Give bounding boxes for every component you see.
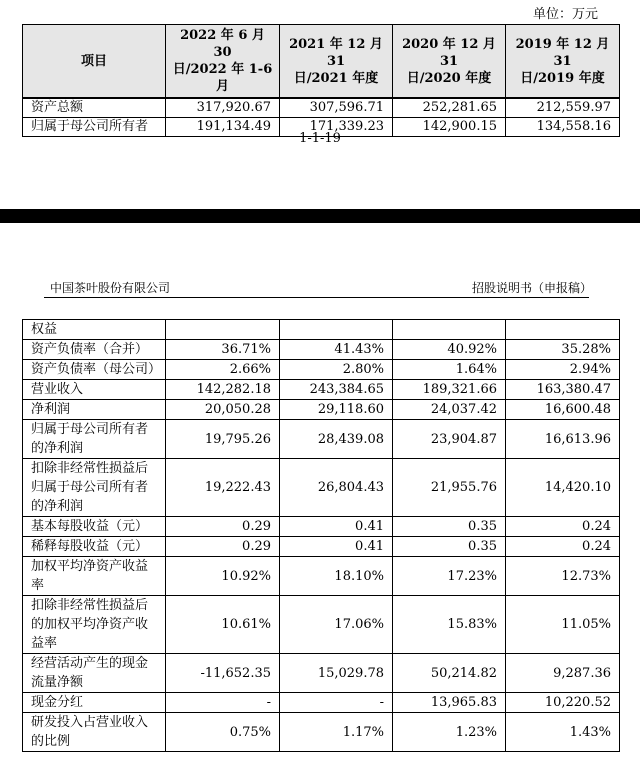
cell-value: 243,384.65 — [280, 380, 393, 400]
cell-value: 13,965.83 — [393, 693, 506, 713]
cell-value: 19,222.43 — [166, 459, 280, 517]
table-row — [23, 459, 620, 517]
cell-value — [166, 320, 280, 340]
row-label — [23, 380, 166, 400]
cell-value: 212,559.97 — [506, 98, 620, 118]
cell-value: 0.75% — [166, 713, 280, 752]
row-label-line: 的净利润 — [31, 441, 84, 456]
header-item: 项目 — [23, 25, 166, 99]
row-label — [23, 654, 166, 693]
cell-value: 191,134.49 — [166, 118, 280, 137]
row-label-line: 扣除非经常性损益后 — [31, 461, 149, 476]
table-row — [23, 713, 620, 752]
row-label-line: 基本每股收益（元） — [31, 519, 149, 534]
cell-value: 2.66% — [166, 360, 280, 380]
table-row — [23, 360, 620, 380]
row-label: 资产总额 — [23, 98, 166, 118]
table-row — [23, 537, 620, 557]
row-label — [23, 596, 166, 654]
cell-value: 163,380.47 — [506, 380, 620, 400]
row-label-line: 净利润 — [31, 402, 71, 417]
row-label-line: 的净利润 — [31, 499, 84, 514]
row-label-line: 经营活动产生的现金 — [31, 656, 149, 671]
cell-value: 1.64% — [393, 360, 506, 380]
row-label — [23, 360, 166, 380]
cell-value: 29,118.60 — [280, 400, 393, 420]
cell-value: 12.73% — [506, 557, 620, 596]
row-label — [23, 400, 166, 420]
row-label — [23, 537, 166, 557]
cell-value: 0.29 — [166, 517, 280, 537]
cell-value: 0.41 — [280, 517, 393, 537]
cell-value: 2.94% — [506, 360, 620, 380]
row-label-line: 归属于母公司所有者 — [31, 422, 149, 437]
cell-value: 2.80% — [280, 360, 393, 380]
row-label-line: 流量净额 — [31, 675, 84, 690]
cell-value: - — [280, 693, 393, 713]
row-label-line: 稀释每股收益（元） — [31, 539, 149, 554]
cell-value: 1.43% — [506, 713, 620, 752]
row-label-line: 营业收入 — [31, 382, 84, 397]
cell-value: 9,287.36 — [506, 654, 620, 693]
cell-value: 142,282.18 — [166, 380, 280, 400]
cell-value: 1.17% — [280, 713, 393, 752]
cell-value: 171,339.23 — [280, 118, 393, 137]
table-row — [23, 320, 620, 340]
company-name: 中国茶叶股份有限公司 — [50, 281, 171, 295]
row-label — [23, 340, 166, 360]
cell-value: 0.35 — [393, 517, 506, 537]
cell-value: 11.05% — [506, 596, 620, 654]
row-label-line: 的加权平均净资产收 — [31, 617, 149, 632]
row-label-line: 现金分红 — [31, 695, 84, 710]
table-row — [23, 596, 620, 654]
header-2019: 2019 年 12 月 31 日/2019 年度 — [506, 25, 620, 99]
cell-value: 18.10% — [280, 557, 393, 596]
header-2022h1: 2022 年 6 月 30 日/2022 年 1-6 月 — [166, 25, 280, 99]
cell-value: 252,281.65 — [393, 98, 506, 118]
cell-value: 17.23% — [393, 557, 506, 596]
cell-value: 0.35 — [393, 537, 506, 557]
cut-off-text — [0, 764, 640, 771]
cell-value — [280, 320, 393, 340]
cell-value: 21,955.76 — [393, 459, 506, 517]
cell-value: 16,613.96 — [506, 420, 620, 459]
cell-value: 17.06% — [280, 596, 393, 654]
cell-value: 35.28% — [506, 340, 620, 360]
row-label — [23, 693, 166, 713]
row-label-line: 权益 — [31, 322, 58, 337]
cell-value: 0.24 — [506, 517, 620, 537]
row-label — [23, 320, 166, 340]
row-label — [23, 459, 166, 517]
table-row — [23, 98, 620, 118]
cell-value: 0.24 — [506, 537, 620, 557]
row-label-line: 扣除非经常性损益后 — [31, 598, 149, 613]
cell-value: 24,037.42 — [393, 400, 506, 420]
table-row — [23, 380, 620, 400]
cell-value: 28,439.08 — [280, 420, 393, 459]
cell-value: 307,596.71 — [280, 98, 393, 118]
cell-value — [506, 320, 620, 340]
cell-value: 317,920.67 — [166, 98, 280, 118]
table-row — [23, 340, 620, 360]
cell-value: 16,600.48 — [506, 400, 620, 420]
cell-value: 41.43% — [280, 340, 393, 360]
cell-value: 10.92% — [166, 557, 280, 596]
cell-value: 15.83% — [393, 596, 506, 654]
row-label-line: 益率 — [31, 636, 58, 651]
table-row — [23, 557, 620, 596]
cell-value: 10.61% — [166, 596, 280, 654]
row-label — [23, 420, 166, 459]
row-label-line: 归属于母公司所有者 — [31, 480, 149, 495]
cell-value: 134,558.16 — [506, 118, 620, 137]
row-label-line: 加权平均净资产收益 — [31, 559, 149, 574]
cell-value: 20,050.28 — [166, 400, 280, 420]
cell-value: 40.92% — [393, 340, 506, 360]
cell-value: - — [166, 693, 280, 713]
cell-value: 23,904.87 — [393, 420, 506, 459]
table-header-row — [23, 25, 620, 99]
table-row — [23, 517, 620, 537]
cell-value: 1.23% — [393, 713, 506, 752]
cell-value: 26,804.43 — [280, 459, 393, 517]
header-2020: 2020 年 12 月 31 日/2020 年度 — [393, 25, 506, 99]
bottom-financial-table — [22, 319, 620, 752]
cell-value: 36.71% — [166, 340, 280, 360]
row-label — [23, 557, 166, 596]
cell-value — [393, 320, 506, 340]
header-rule — [44, 297, 589, 298]
row-label — [23, 713, 166, 752]
cell-value: 19,795.26 — [166, 420, 280, 459]
row-label-line: 率 — [31, 578, 45, 593]
unit-label: 单位：万元 — [532, 7, 598, 22]
top-financial-table — [22, 24, 620, 137]
table-row — [23, 693, 620, 713]
header-2021: 2021 年 12 月 31 日/2021 年度 — [280, 25, 393, 99]
cell-value: 189,321.66 — [393, 380, 506, 400]
cell-value: 10,220.52 — [506, 693, 620, 713]
cell-value: 14,420.10 — [506, 459, 620, 517]
row-label-line: 研发投入占营业收入 — [31, 715, 149, 730]
page-number: 1-1-19 — [299, 131, 341, 146]
cell-value: 50,214.82 — [393, 654, 506, 693]
table-row — [23, 654, 620, 693]
row-label — [23, 517, 166, 537]
cell-value: 0.41 — [280, 537, 393, 557]
table-row — [23, 420, 620, 459]
row-label-line: 资产负债率（母公司） — [31, 362, 162, 377]
row-label-line: 的比例 — [31, 734, 71, 749]
table-row — [23, 400, 620, 420]
row-label: 归属于母公司所有者 — [23, 118, 166, 137]
cell-value: 142,900.15 — [393, 118, 506, 137]
document-title: 招股说明书（申报稿） — [472, 281, 593, 295]
page-separator — [0, 209, 640, 223]
cell-value: 0.29 — [166, 537, 280, 557]
cell-value: 15,029.78 — [280, 654, 393, 693]
row-label-line: 资产负债率（合并） — [31, 342, 149, 357]
cell-value: -11,652.35 — [166, 654, 280, 693]
